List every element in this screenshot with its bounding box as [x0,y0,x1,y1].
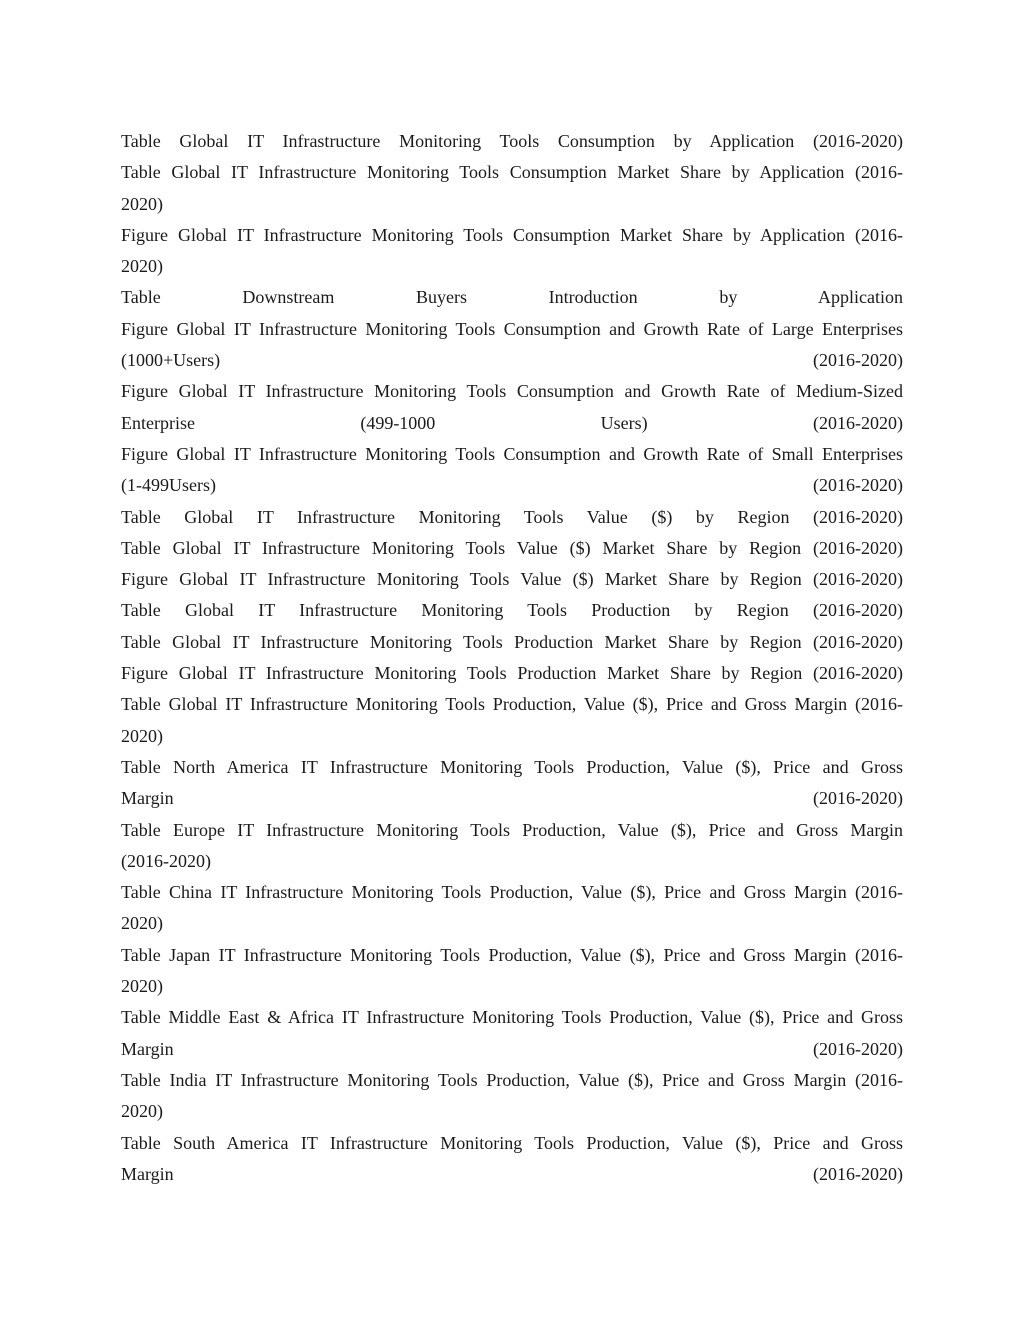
entry-line: 2020) [121,193,163,214]
entry-line: Figure Global IT Infrastructure Monitoring Tools Consumption and Growth Rate of Medium-Sized [121,381,903,402]
entry-line: Table Global IT Infrastructure Monitoring Tools Production by Region (2016-2020) [121,600,903,621]
entry-line: Figure Global IT Infrastructure Monitoring Tools Consumption and Growth Rate of Small Enterprises [121,443,903,464]
entry-line: Table China IT Infrastructure Monitoring Tools Production, Value ($), Price and Gross Margin (2016- [121,882,903,903]
entry-line: Table Global IT Infrastructure Monitoring Tools Consumption Market Share by Application (2016- [121,162,903,183]
list-item [121,533,903,564]
entry-line: Margin (2016-2020) [121,1038,903,1059]
entry-line: Table Global IT Infrastructure Monitoring Tools Consumption by Application (2016-2020) [121,131,903,151]
entry-line: Figure Global IT Infrastructure Monitoring Tools Consumption Market Share by Application (2016- [121,224,903,245]
entry-line: Enterprise (499-1000 Users) (2016-2020) [121,412,903,433]
list-item [121,439,903,502]
entry-line: Margin (2016-2020) [121,788,903,809]
list-item [121,376,903,439]
entry-line: 2020) [121,725,163,746]
entry-line: Table India IT Infrastructure Monitoring Tools Production, Value ($), Price and Gross Margin (2016- [121,1069,903,1090]
list-item [121,877,903,940]
entry-line: Table Global IT Infrastructure Monitoring Tools Production Market Share by Region (2016-2020) [121,631,903,652]
entry-line: Table South America IT Infrastructure Monitoring Tools Production, Value ($), Price and Gross [121,1132,903,1153]
entry-line: (2016-2020) [121,850,211,871]
entry-line: Table Japan IT Infrastructure Monitoring Tools Production, Value ($), Price and Gross Margin (2016- [121,944,903,965]
list-item [121,1065,903,1128]
entry-line: Figure Global IT Infrastructure Monitoring Tools Consumption and Growth Rate of Large Enterprises [121,318,903,339]
entry-line: Figure Global IT Infrastructure Monitoring Tools Value ($) Market Share by Region (2016-2020) [121,569,903,590]
list-item [121,282,903,313]
list-of-tables-and-figures [121,126,903,1190]
entry-line: Table Downstream Buyers Introduction by Application [121,287,903,308]
entry-line: Table Europe IT Infrastructure Monitoring Tools Production, Value ($), Price and Gross Margin [121,819,903,840]
entry-line: Table North America IT Infrastructure Monitoring Tools Production, Value ($), Price and Gross [121,756,903,777]
entry-line: (1000+Users) (2016-2020) [121,350,903,371]
list-item [121,502,903,533]
entry-line: 2020) [121,913,163,934]
list-item [121,126,903,157]
list-item [121,940,903,1003]
list-item [121,1128,903,1191]
entry-line: 2020) [121,976,163,997]
entry-line: Margin (2016-2020) [121,1163,903,1184]
list-item [121,157,903,220]
list-item [121,815,903,878]
list-item [121,220,903,283]
list-item [121,627,903,658]
list-item [121,752,903,815]
list-item [121,658,903,689]
list-item [121,689,903,752]
entry-line: 2020) [121,1101,163,1122]
entry-line: Table Global IT Infrastructure Monitoring Tools Value ($) Market Share by Region (2016-2020) [121,537,903,558]
entry-line: (1-499Users) (2016-2020) [121,475,903,496]
entry-line: Table Middle East & Africa IT Infrastructure Monitoring Tools Production, Value ($), Price and Gross [121,1007,903,1028]
entry-line: Figure Global IT Infrastructure Monitoring Tools Production Market Share by Region (2016-2020) [121,663,903,684]
list-item [121,314,903,377]
list-item [121,564,903,595]
list-item [121,595,903,626]
entry-line: 2020) [121,256,163,277]
entry-line: Table Global IT Infrastructure Monitoring Tools Production, Value ($), Price and Gross Margin (2016- [121,694,903,715]
list-item [121,1002,903,1065]
entry-line: Table Global IT Infrastructure Monitoring Tools Value ($) by Region (2016-2020) [121,506,903,527]
